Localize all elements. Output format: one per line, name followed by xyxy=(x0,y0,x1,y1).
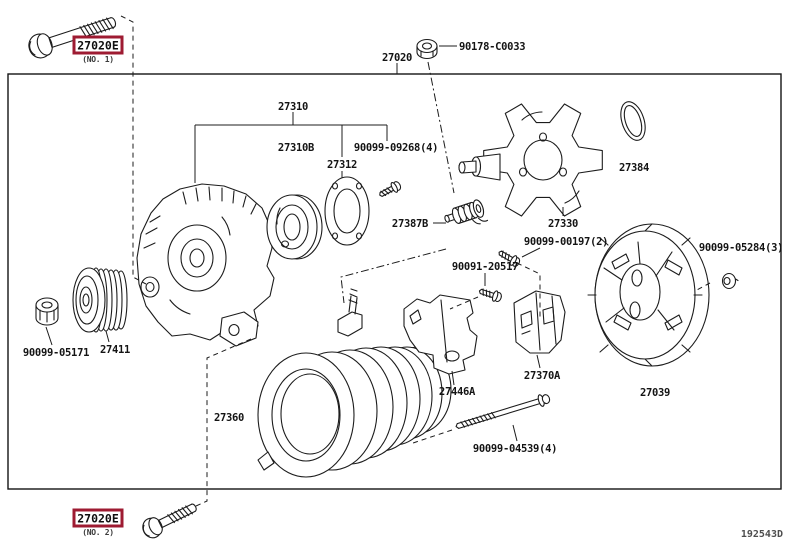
part-note-top: (NO. 1) xyxy=(82,55,114,64)
bolt-bottom-drawing xyxy=(140,498,200,541)
rear-cover-nut-drawing xyxy=(723,274,739,289)
terminal-nut-dashed-path xyxy=(428,62,454,193)
brush-holder-drawing xyxy=(514,291,565,353)
part-label-90178-C0033[interactable]: 90178-C0033 xyxy=(459,41,526,53)
oring-drawing xyxy=(616,99,649,144)
part-label-27384[interactable]: 27384 xyxy=(618,162,650,174)
front-bracket-drawing xyxy=(137,184,274,346)
front-bearing-drawing xyxy=(267,195,322,259)
part-label-90099-00197[interactable]: 90099-00197(2) xyxy=(523,236,609,248)
bearing-screw-drawing xyxy=(377,180,402,200)
part-label-90099-05171[interactable]: 90099-05171 xyxy=(22,347,90,359)
part-label-27411[interactable]: 27411 xyxy=(99,344,131,356)
part-label-90099-09268[interactable]: 90099-09268(4) xyxy=(353,142,439,154)
part-label-27310B[interactable]: 27310B xyxy=(277,142,315,154)
part-label-27020E-top[interactable]: 27020E xyxy=(77,38,119,53)
part-label-27020E-bottom[interactable]: 27020E xyxy=(77,511,119,526)
part-label-27039[interactable]: 27039 xyxy=(639,387,671,399)
rotor-drawing xyxy=(459,104,602,216)
holder-screw-drawing xyxy=(478,286,503,303)
part-label-90091-20517[interactable]: 90091-20517 xyxy=(451,261,519,273)
part-label-27370A[interactable]: 27370A xyxy=(523,370,561,382)
part-label-27360[interactable]: 27360 xyxy=(213,412,245,424)
part-label-27310[interactable]: 27310 xyxy=(277,101,309,113)
pulley-drawing xyxy=(73,268,127,332)
figure-code: 192543D xyxy=(740,529,783,540)
part-label-27312[interactable]: 27312 xyxy=(326,159,358,171)
bearing-retainer-drawing xyxy=(325,177,369,245)
through-bolt-drawing xyxy=(454,392,551,432)
slip-ring-drawing xyxy=(442,198,487,233)
part-note-bottom: (NO. 2) xyxy=(82,528,114,537)
part-label-27020[interactable]: 27020 xyxy=(381,52,413,64)
part-label-27387B[interactable]: 27387B xyxy=(391,218,429,230)
slip-ring-dashed-path xyxy=(341,249,446,303)
part-label-90099-04539[interactable]: 90099-04539(4) xyxy=(472,443,558,455)
part-label-90099-05284[interactable]: 90099-05284(3) xyxy=(698,242,784,254)
part-label-27330[interactable]: 27330 xyxy=(547,218,579,230)
part-label-27446A[interactable]: 27446A xyxy=(438,386,476,398)
terminal-nut-drawing xyxy=(417,40,437,59)
pulley-nut-drawing xyxy=(36,298,58,325)
